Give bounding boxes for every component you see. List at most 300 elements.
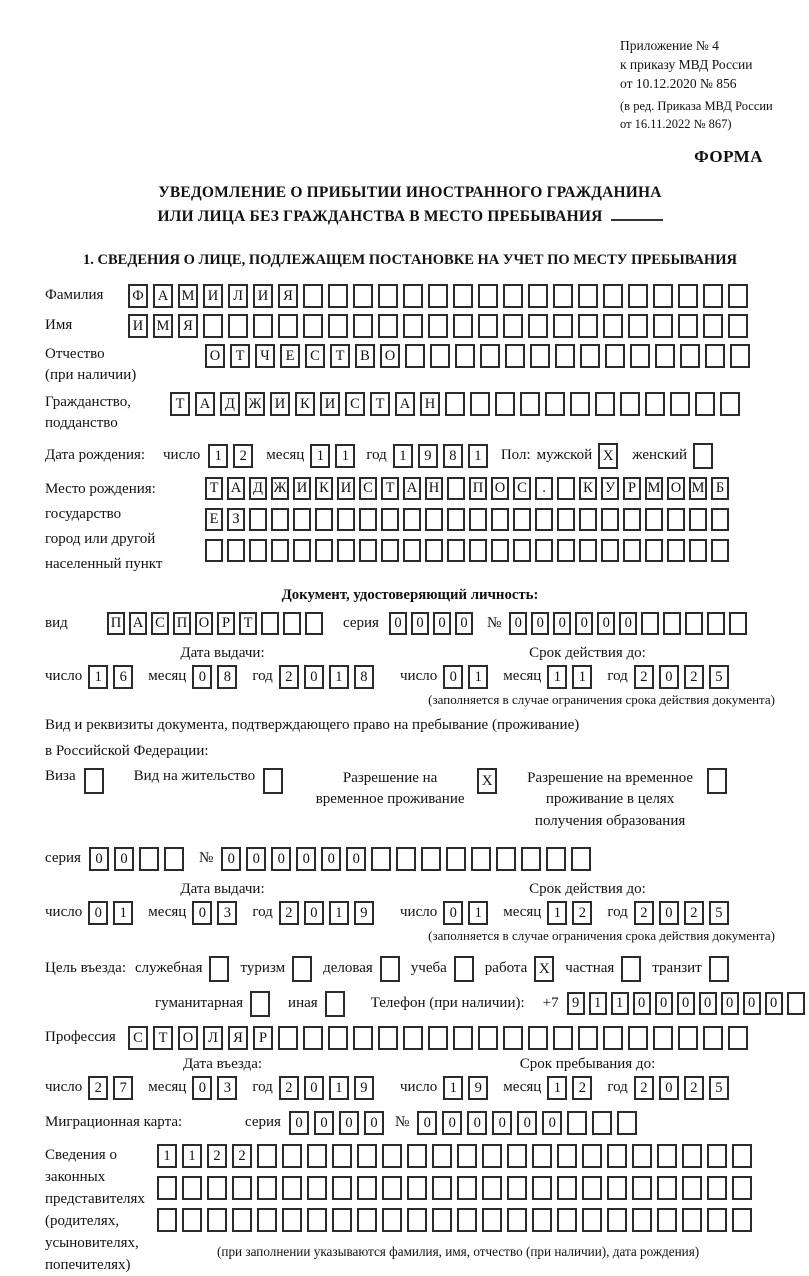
char-box[interactable] — [682, 1176, 702, 1200]
char-box[interactable]: 0 — [492, 1111, 512, 1135]
char-box[interactable] — [503, 1026, 523, 1050]
char-box[interactable] — [530, 344, 550, 368]
char-box[interactable] — [407, 1144, 427, 1168]
char-box[interactable] — [732, 1176, 752, 1200]
char-box[interactable]: 0 — [114, 847, 134, 871]
char-box[interactable] — [582, 1208, 602, 1232]
char-box[interactable] — [307, 1144, 327, 1168]
char-box[interactable]: 0 — [655, 992, 673, 1015]
char-box[interactable] — [641, 612, 659, 635]
char-box[interactable] — [582, 1144, 602, 1168]
char-box[interactable]: Л — [228, 284, 248, 308]
char-box[interactable] — [307, 1208, 327, 1232]
char-box[interactable]: 5 — [709, 901, 729, 925]
char-box[interactable] — [403, 508, 421, 531]
char-box[interactable]: 2 — [88, 1076, 108, 1100]
purpose-other-checkbox[interactable] — [325, 991, 345, 1017]
char-box[interactable] — [425, 539, 443, 562]
char-box[interactable]: 0 — [88, 901, 108, 925]
char-box[interactable] — [378, 314, 398, 338]
char-box[interactable]: 0 — [721, 992, 739, 1015]
char-box[interactable] — [555, 344, 575, 368]
char-box[interactable] — [378, 284, 398, 308]
char-box[interactable]: 2 — [207, 1144, 227, 1168]
char-box[interactable]: 0 — [246, 847, 266, 871]
char-box[interactable]: 8 — [354, 665, 374, 689]
char-box[interactable]: М — [178, 284, 198, 308]
char-box[interactable] — [601, 539, 619, 562]
char-box[interactable]: Д — [220, 392, 240, 416]
char-box[interactable] — [257, 1176, 277, 1200]
char-box[interactable] — [428, 314, 448, 338]
char-box[interactable] — [381, 508, 399, 531]
char-box[interactable] — [557, 1208, 577, 1232]
char-box[interactable] — [257, 1144, 277, 1168]
char-box[interactable]: 5 — [709, 1076, 729, 1100]
char-box[interactable] — [359, 508, 377, 531]
char-box[interactable] — [407, 1208, 427, 1232]
temp-residence-checkbox[interactable]: X — [477, 768, 497, 794]
char-box[interactable] — [553, 1026, 573, 1050]
char-box[interactable] — [482, 1176, 502, 1200]
char-box[interactable] — [207, 1176, 227, 1200]
char-box[interactable] — [645, 392, 665, 416]
char-box[interactable]: Л — [203, 1026, 223, 1050]
char-box[interactable]: Е — [280, 344, 300, 368]
char-box[interactable] — [249, 539, 267, 562]
char-box[interactable] — [478, 1026, 498, 1050]
char-box[interactable]: П — [173, 612, 191, 635]
char-box[interactable] — [469, 508, 487, 531]
char-box[interactable]: 0 — [192, 665, 212, 689]
char-box[interactable] — [557, 508, 575, 531]
char-box[interactable] — [353, 284, 373, 308]
char-box[interactable] — [678, 284, 698, 308]
char-box[interactable]: Т — [370, 392, 390, 416]
char-box[interactable] — [707, 1144, 727, 1168]
residence-permit-checkbox[interactable] — [263, 768, 283, 794]
char-box[interactable]: 1 — [113, 901, 133, 925]
char-box[interactable]: 1 — [310, 444, 330, 468]
char-box[interactable]: Т — [170, 392, 190, 416]
char-box[interactable] — [478, 314, 498, 338]
char-box[interactable] — [703, 314, 723, 338]
char-box[interactable]: 1 — [157, 1144, 177, 1168]
char-box[interactable] — [520, 392, 540, 416]
char-box[interactable] — [328, 1026, 348, 1050]
char-box[interactable] — [653, 284, 673, 308]
char-box[interactable] — [667, 539, 685, 562]
char-box[interactable]: 7 — [113, 1076, 133, 1100]
char-box[interactable] — [457, 1208, 477, 1232]
male-checkbox[interactable]: X — [598, 443, 618, 469]
char-box[interactable] — [607, 1176, 627, 1200]
char-box[interactable]: 0 — [289, 1111, 309, 1135]
char-box[interactable]: 2 — [684, 901, 704, 925]
char-box[interactable]: 0 — [633, 992, 651, 1015]
char-box[interactable] — [601, 508, 619, 531]
char-box[interactable]: О — [667, 477, 685, 500]
char-box[interactable] — [249, 508, 267, 531]
char-box[interactable]: О — [178, 1026, 198, 1050]
char-box[interactable] — [685, 612, 703, 635]
char-box[interactable]: 2 — [684, 665, 704, 689]
char-box[interactable] — [553, 284, 573, 308]
purpose-official-checkbox[interactable] — [209, 956, 229, 982]
char-box[interactable] — [507, 1208, 527, 1232]
char-box[interactable] — [657, 1208, 677, 1232]
char-box[interactable]: С — [513, 477, 531, 500]
visa-checkbox[interactable] — [84, 768, 104, 794]
char-box[interactable]: 2 — [233, 444, 253, 468]
char-box[interactable] — [653, 1026, 673, 1050]
char-box[interactable] — [507, 1176, 527, 1200]
char-box[interactable] — [305, 612, 323, 635]
char-box[interactable] — [632, 1176, 652, 1200]
char-box[interactable]: К — [315, 477, 333, 500]
char-box[interactable] — [328, 284, 348, 308]
char-box[interactable] — [447, 477, 465, 500]
char-box[interactable]: 1 — [329, 1076, 349, 1100]
char-box[interactable] — [729, 612, 747, 635]
char-box[interactable]: 9 — [354, 1076, 374, 1100]
char-box[interactable]: 0 — [411, 612, 429, 635]
char-box[interactable]: 2 — [572, 901, 592, 925]
char-box[interactable] — [607, 1144, 627, 1168]
char-box[interactable]: 0 — [417, 1111, 437, 1135]
char-box[interactable] — [628, 1026, 648, 1050]
char-box[interactable]: К — [295, 392, 315, 416]
char-box[interactable] — [403, 539, 421, 562]
female-checkbox[interactable] — [693, 443, 713, 469]
char-box[interactable]: С — [128, 1026, 148, 1050]
char-box[interactable] — [503, 284, 523, 308]
char-box[interactable] — [620, 392, 640, 416]
char-box[interactable]: 2 — [634, 901, 654, 925]
char-box[interactable] — [535, 508, 553, 531]
char-box[interactable] — [728, 1026, 748, 1050]
char-box[interactable]: 0 — [89, 847, 109, 871]
char-box[interactable] — [469, 539, 487, 562]
char-box[interactable]: 0 — [433, 612, 451, 635]
char-box[interactable] — [407, 1176, 427, 1200]
char-box[interactable]: Н — [425, 477, 443, 500]
purpose-private-checkbox[interactable] — [621, 956, 641, 982]
char-box[interactable]: 1 — [329, 901, 349, 925]
char-box[interactable] — [703, 284, 723, 308]
char-box[interactable]: М — [153, 314, 173, 338]
char-box[interactable]: И — [337, 477, 355, 500]
char-box[interactable] — [253, 314, 273, 338]
char-box[interactable] — [707, 1208, 727, 1232]
char-box[interactable] — [582, 1176, 602, 1200]
char-box[interactable] — [617, 1111, 637, 1135]
char-box[interactable]: 2 — [684, 1076, 704, 1100]
char-box[interactable]: 0 — [221, 847, 241, 871]
char-box[interactable] — [553, 314, 573, 338]
char-box[interactable] — [457, 1176, 477, 1200]
char-box[interactable]: . — [535, 477, 553, 500]
char-box[interactable] — [711, 539, 729, 562]
char-box[interactable]: А — [129, 612, 147, 635]
char-box[interactable] — [307, 1176, 327, 1200]
temp-residence-education-checkbox[interactable] — [707, 768, 727, 794]
char-box[interactable]: А — [395, 392, 415, 416]
char-box[interactable]: М — [645, 477, 663, 500]
char-box[interactable]: А — [227, 477, 245, 500]
char-box[interactable]: Ч — [255, 344, 275, 368]
char-box[interactable] — [480, 344, 500, 368]
char-box[interactable]: 0 — [346, 847, 366, 871]
char-box[interactable] — [607, 1208, 627, 1232]
char-box[interactable] — [337, 508, 355, 531]
char-box[interactable] — [337, 539, 355, 562]
char-box[interactable] — [353, 1026, 373, 1050]
char-box[interactable] — [505, 344, 525, 368]
char-box[interactable] — [707, 1176, 727, 1200]
char-box[interactable] — [303, 314, 323, 338]
char-box[interactable]: 0 — [517, 1111, 537, 1135]
char-box[interactable] — [403, 314, 423, 338]
char-box[interactable]: О — [491, 477, 509, 500]
char-box[interactable] — [371, 847, 391, 871]
char-box[interactable] — [557, 477, 575, 500]
char-box[interactable] — [628, 284, 648, 308]
char-box[interactable] — [232, 1208, 252, 1232]
char-box[interactable]: 0 — [443, 901, 463, 925]
char-box[interactable]: Ф — [128, 284, 148, 308]
char-box[interactable]: 5 — [709, 665, 729, 689]
char-box[interactable]: А — [403, 477, 421, 500]
char-box[interactable] — [428, 284, 448, 308]
char-box[interactable] — [403, 284, 423, 308]
char-box[interactable] — [513, 508, 531, 531]
char-box[interactable]: 2 — [572, 1076, 592, 1100]
char-box[interactable] — [293, 508, 311, 531]
char-box[interactable]: 9 — [418, 444, 438, 468]
char-box[interactable] — [728, 314, 748, 338]
char-box[interactable] — [445, 392, 465, 416]
char-box[interactable] — [482, 1208, 502, 1232]
char-box[interactable] — [328, 314, 348, 338]
char-box[interactable] — [396, 847, 416, 871]
char-box[interactable]: З — [227, 508, 245, 531]
char-box[interactable] — [605, 344, 625, 368]
char-box[interactable]: 0 — [321, 847, 341, 871]
char-box[interactable] — [603, 284, 623, 308]
char-box[interactable]: И — [203, 284, 223, 308]
char-box[interactable]: Д — [249, 477, 267, 500]
char-box[interactable] — [453, 1026, 473, 1050]
char-box[interactable] — [653, 314, 673, 338]
char-box[interactable] — [689, 539, 707, 562]
char-box[interactable] — [282, 1208, 302, 1232]
char-box[interactable] — [382, 1144, 402, 1168]
char-box[interactable] — [728, 284, 748, 308]
char-box[interactable]: 0 — [304, 901, 324, 925]
char-box[interactable] — [557, 539, 575, 562]
char-box[interactable] — [457, 1144, 477, 1168]
purpose-business-checkbox[interactable] — [380, 956, 400, 982]
char-box[interactable] — [332, 1208, 352, 1232]
char-box[interactable]: А — [195, 392, 215, 416]
char-box[interactable]: 0 — [743, 992, 761, 1015]
char-box[interactable] — [720, 392, 740, 416]
char-box[interactable]: 0 — [699, 992, 717, 1015]
char-box[interactable]: 1 — [468, 444, 488, 468]
char-box[interactable]: О — [195, 612, 213, 635]
char-box[interactable] — [787, 992, 805, 1015]
char-box[interactable] — [528, 314, 548, 338]
char-box[interactable]: А — [153, 284, 173, 308]
char-box[interactable] — [632, 1208, 652, 1232]
char-box[interactable]: 0 — [677, 992, 695, 1015]
char-box[interactable] — [278, 1026, 298, 1050]
char-box[interactable] — [482, 1144, 502, 1168]
char-box[interactable]: 0 — [455, 612, 473, 635]
char-box[interactable] — [535, 539, 553, 562]
char-box[interactable] — [430, 344, 450, 368]
char-box[interactable]: И — [320, 392, 340, 416]
char-box[interactable] — [689, 508, 707, 531]
purpose-work-checkbox[interactable]: X — [534, 956, 554, 982]
char-box[interactable]: 0 — [509, 612, 527, 635]
char-box[interactable]: 0 — [296, 847, 316, 871]
char-box[interactable] — [232, 1176, 252, 1200]
char-box[interactable] — [657, 1144, 677, 1168]
purpose-tourism-checkbox[interactable] — [292, 956, 312, 982]
char-box[interactable] — [567, 1111, 587, 1135]
char-box[interactable]: Т — [381, 477, 399, 500]
char-box[interactable] — [532, 1176, 552, 1200]
char-box[interactable]: 0 — [542, 1111, 562, 1135]
char-box[interactable]: 1 — [88, 665, 108, 689]
char-box[interactable] — [603, 1026, 623, 1050]
char-box[interactable]: Р — [623, 477, 641, 500]
char-box[interactable]: П — [107, 612, 125, 635]
char-box[interactable] — [645, 508, 663, 531]
char-box[interactable]: К — [579, 477, 597, 500]
char-box[interactable]: С — [359, 477, 377, 500]
char-box[interactable]: 1 — [572, 665, 592, 689]
purpose-humanitarian-checkbox[interactable] — [250, 991, 270, 1017]
char-box[interactable] — [182, 1208, 202, 1232]
char-box[interactable] — [332, 1144, 352, 1168]
char-box[interactable] — [623, 539, 641, 562]
char-box[interactable]: Е — [205, 508, 223, 531]
char-box[interactable] — [732, 1208, 752, 1232]
char-box[interactable]: 0 — [597, 612, 615, 635]
char-box[interactable]: 1 — [335, 444, 355, 468]
char-box[interactable]: 8 — [443, 444, 463, 468]
char-box[interactable] — [623, 508, 641, 531]
char-box[interactable]: Т — [239, 612, 257, 635]
char-box[interactable] — [227, 539, 245, 562]
char-box[interactable]: Т — [205, 477, 223, 500]
char-box[interactable] — [357, 1208, 377, 1232]
char-box[interactable]: С — [345, 392, 365, 416]
char-box[interactable]: 2 — [279, 901, 299, 925]
char-box[interactable] — [382, 1208, 402, 1232]
char-box[interactable]: 9 — [354, 901, 374, 925]
char-box[interactable]: 0 — [304, 1076, 324, 1100]
char-box[interactable]: 0 — [192, 1076, 212, 1100]
char-box[interactable]: 9 — [468, 1076, 488, 1100]
char-box[interactable] — [453, 314, 473, 338]
char-box[interactable]: 0 — [659, 901, 679, 925]
char-box[interactable] — [532, 1208, 552, 1232]
char-box[interactable]: 0 — [659, 1076, 679, 1100]
char-box[interactable] — [432, 1176, 452, 1200]
char-box[interactable]: И — [293, 477, 311, 500]
char-box[interactable] — [182, 1176, 202, 1200]
char-box[interactable] — [303, 284, 323, 308]
char-box[interactable]: 1 — [547, 665, 567, 689]
char-box[interactable] — [682, 1144, 702, 1168]
char-box[interactable]: 9 — [567, 992, 585, 1015]
char-box[interactable] — [578, 284, 598, 308]
char-box[interactable] — [579, 539, 597, 562]
char-box[interactable]: 1 — [611, 992, 629, 1015]
char-box[interactable]: Б — [711, 477, 729, 500]
char-box[interactable] — [357, 1144, 377, 1168]
char-box[interactable] — [513, 539, 531, 562]
char-box[interactable] — [428, 1026, 448, 1050]
char-box[interactable]: 0 — [765, 992, 783, 1015]
char-box[interactable]: 0 — [192, 901, 212, 925]
char-box[interactable] — [283, 612, 301, 635]
char-box[interactable] — [592, 1111, 612, 1135]
char-box[interactable] — [447, 539, 465, 562]
char-box[interactable]: 2 — [232, 1144, 252, 1168]
char-box[interactable] — [491, 539, 509, 562]
char-box[interactable] — [632, 1144, 652, 1168]
char-box[interactable] — [357, 1176, 377, 1200]
char-box[interactable] — [705, 344, 725, 368]
char-box[interactable]: Т — [153, 1026, 173, 1050]
char-box[interactable] — [207, 1208, 227, 1232]
char-box[interactable]: У — [601, 477, 619, 500]
char-box[interactable] — [545, 392, 565, 416]
char-box[interactable] — [580, 344, 600, 368]
char-box[interactable] — [630, 344, 650, 368]
char-box[interactable] — [432, 1208, 452, 1232]
char-box[interactable] — [655, 344, 675, 368]
char-box[interactable]: 0 — [442, 1111, 462, 1135]
char-box[interactable]: 2 — [279, 1076, 299, 1100]
char-box[interactable] — [421, 847, 441, 871]
char-box[interactable]: 1 — [329, 665, 349, 689]
char-box[interactable] — [528, 1026, 548, 1050]
char-box[interactable]: Т — [230, 344, 250, 368]
char-box[interactable] — [257, 1208, 277, 1232]
char-box[interactable]: Ж — [271, 477, 289, 500]
char-box[interactable] — [425, 508, 443, 531]
char-box[interactable]: Я — [228, 1026, 248, 1050]
char-box[interactable]: 0 — [531, 612, 549, 635]
char-box[interactable] — [707, 612, 725, 635]
char-box[interactable] — [667, 508, 685, 531]
char-box[interactable]: 2 — [279, 665, 299, 689]
char-box[interactable]: 0 — [575, 612, 593, 635]
char-box[interactable]: С — [151, 612, 169, 635]
char-box[interactable]: И — [270, 392, 290, 416]
char-box[interactable] — [470, 392, 490, 416]
char-box[interactable] — [703, 1026, 723, 1050]
char-box[interactable] — [603, 314, 623, 338]
char-box[interactable]: 1 — [468, 901, 488, 925]
char-box[interactable] — [557, 1144, 577, 1168]
